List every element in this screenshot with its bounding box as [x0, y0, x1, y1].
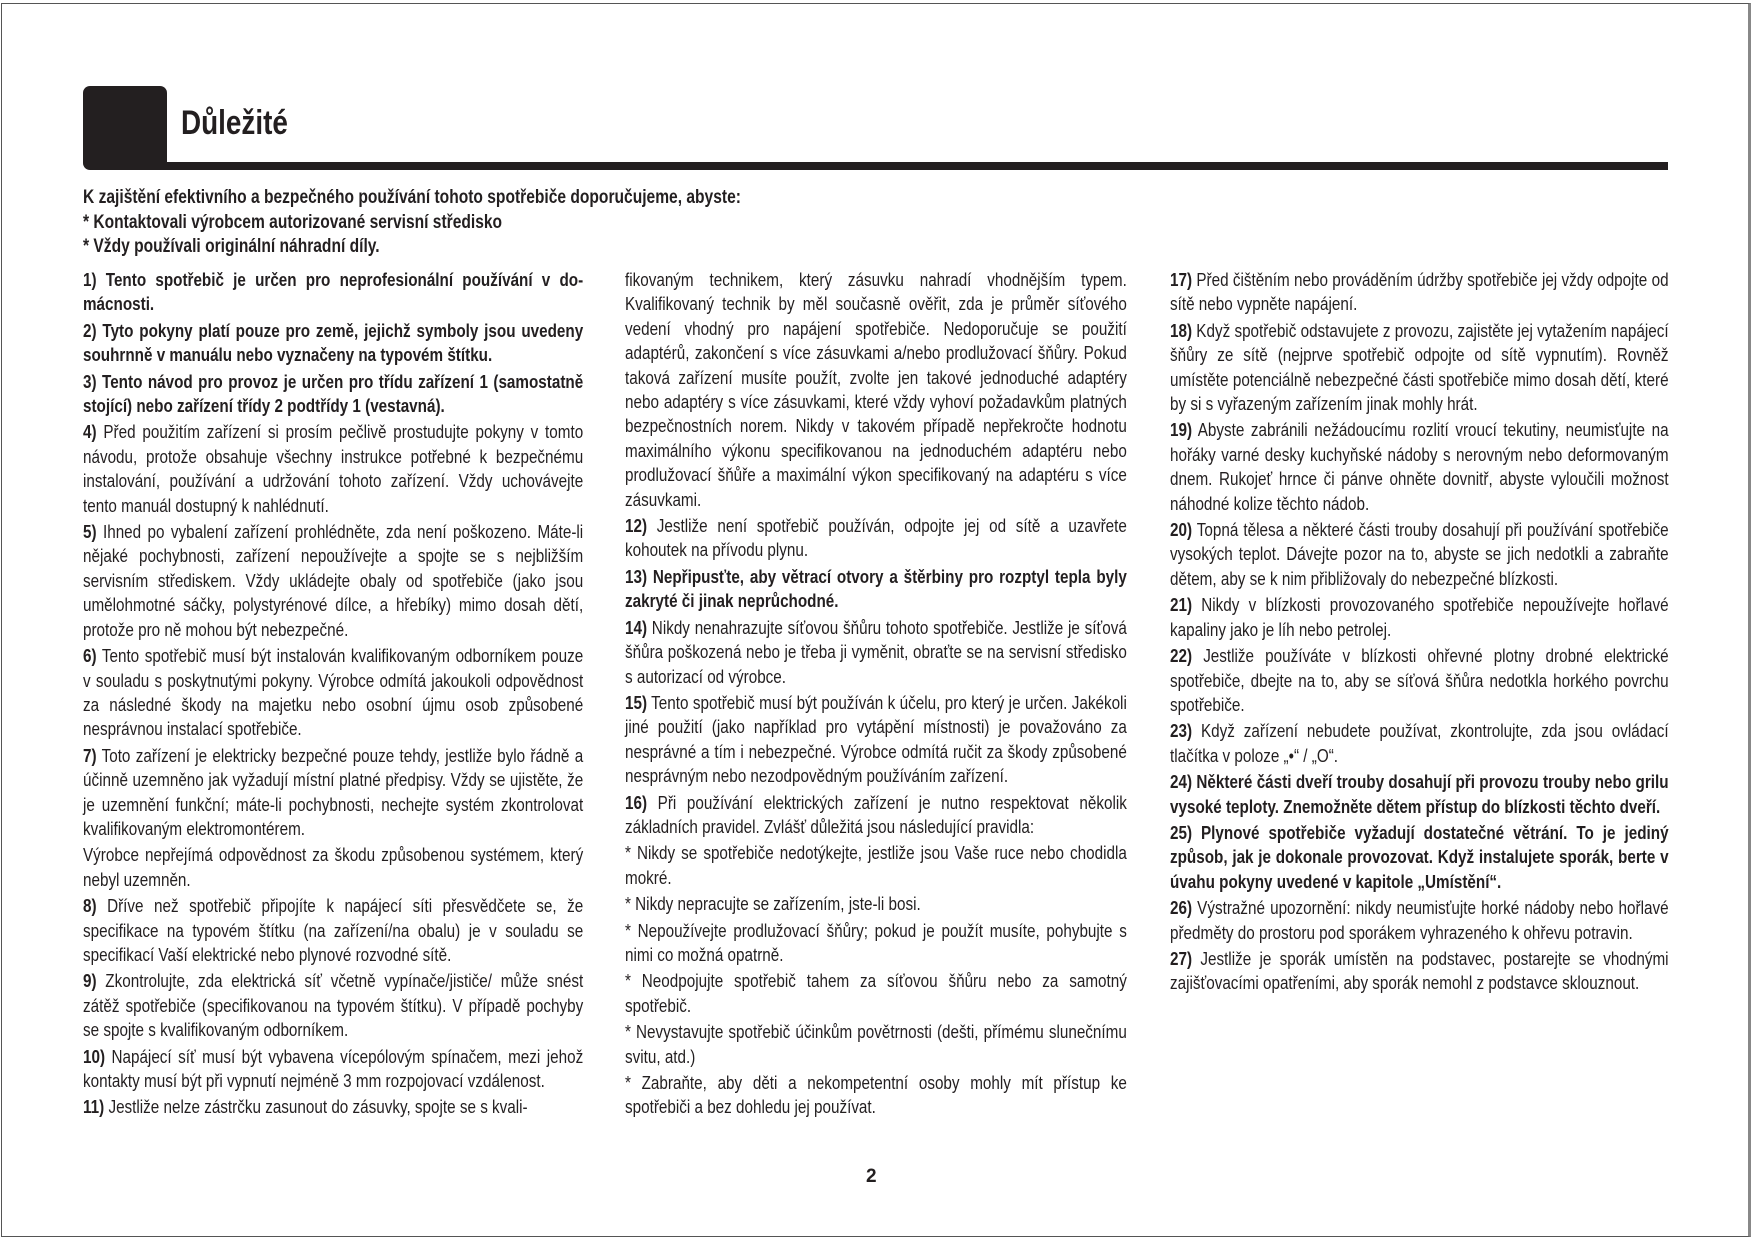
- item-number: 17): [1170, 269, 1193, 290]
- item-number: 11): [83, 1096, 105, 1118]
- item-text: Tento spotřebič musí být používán k účelu, pro který je určen. Jakékoli jiné použití (jako například pro vytápění místnosti) je považováno za nesprávné a tím i nebezpečné. Výrobce odmítá ručit za škody způsobené nesprávným nebo nezodpovědným používáním zařízení.: [625, 691, 1127, 787]
- intro-block: [83, 186, 741, 260]
- item-number: 2): [83, 319, 97, 341]
- instruction-paragraph: [625, 268, 1127, 512]
- instruction-paragraph: [1170, 418, 1669, 516]
- instruction-paragraph: [1170, 268, 1669, 317]
- instruction-paragraph: [83, 420, 583, 518]
- instruction-paragraph: [1170, 947, 1669, 996]
- section-marker-block: [83, 86, 167, 170]
- instruction-paragraph: [83, 1045, 583, 1094]
- item-text: Jestliže je sporák umístěn na podstavec, postarejte se vhodnými zajišťovacími opatřeními, aby sporák nemohl z podstavce sklouznout.: [1170, 947, 1669, 994]
- item-text: * Nikdy se spotřebiče nedotýkejte, jestliže jsou Vaše ruce nebo chodidla mokré.: [625, 842, 1127, 888]
- item-number: 12): [625, 515, 648, 537]
- intro-lead: K zajištění efektivního a bezpečného používání tohoto spotřebiče doporučujeme, abyste:: [83, 187, 741, 208]
- item-number: 19): [1170, 419, 1193, 441]
- instruction-paragraph: [625, 892, 1127, 916]
- instruction-paragraph: [625, 841, 1127, 890]
- header-rule: [140, 162, 1668, 170]
- instruction-paragraph: [625, 616, 1127, 689]
- item-text: Výstražné upozornění: nikdy neumisťujte horké nádoby nebo hořlavé předměty do prostoru pod sporákem vyhrazeného k ohřevu potravin.: [1170, 897, 1669, 943]
- item-number: 6): [83, 645, 97, 667]
- instruction-paragraph: [1170, 719, 1669, 768]
- instruction-paragraph: [1170, 896, 1669, 945]
- item-text: Když zařízení nebudete používat, zkontrolujte, zda jsou ovládací tlačítka v poloze „•“ / „O“.: [1170, 720, 1669, 766]
- instruction-paragraph: [1170, 518, 1669, 591]
- item-number: 18): [1170, 319, 1193, 341]
- item-text: Výrobce nepřejímá odpovědnost za škodu způsobenou systémem, který nebyl uzemněn.: [83, 844, 584, 890]
- instruction-paragraph: [625, 691, 1127, 789]
- item-number: 16): [625, 791, 648, 813]
- item-text: Nikdy nenahrazujte síťovou šňůru tohoto spotřebiče. Jestliže je síťová šňůra poškozená nebo je třeba ji vyměnit, obraťte se na servisní středisko s autorizací od výrobce.: [625, 616, 1127, 687]
- item-number: 24): [1170, 771, 1193, 793]
- item-number: 4): [83, 421, 97, 443]
- item-text: Toto zařízení je elektricky bezpečné pouze tehdy, jestliže bylo řádně a účinně uzemněno jak vyžadují místní platné předpisy. Vždy se ujistěte, že je uzemnění funkční; máte-li pochybnosti, nechejte systém zkontrolovat kvalifikovaným elektromontérem.: [83, 744, 584, 839]
- item-number: 20): [1170, 519, 1193, 541]
- column-right: [1170, 268, 1669, 998]
- instruction-paragraph: [83, 1095, 583, 1119]
- instruction-paragraph: [83, 520, 583, 642]
- item-text: Před použitím zařízení si prosím pečlivě prostudujte pokyny v tomto návodu, protože obsahuje všechny instrukce potřebné k bezpečnému instalování, používání a udržování tohoto zařízení. Vždy uchovávejte tento manuál dostupný k nahlédnutí.: [83, 421, 584, 516]
- item-text: Tento spotřebič musí být instalován kvalifikovaným odborníkem pouze v souladu s poskytnutými pokyny. Výrobce odmítá jakoukoli odpovědnost za následné škody na majetku nebo osobní újmu osob způsobené nesprávnou instalací spotřebiče.: [83, 645, 584, 740]
- item-number: 14): [625, 616, 648, 638]
- instruction-paragraph: [1170, 593, 1669, 642]
- item-text: Tento návod pro provoz je určen pro třídu zařízení 1 (samostatně stojící) nebo zařízení třídy 2 podtřídy 1 (vestavná).: [83, 370, 584, 417]
- instruction-paragraph: [83, 319, 583, 368]
- instruction-paragraph: [83, 894, 583, 967]
- item-text: Nepřipusťte, aby větrací otvory a štěrbiny pro rozptyl tepla byly zakryté či jinak neprůchodné.: [625, 565, 1127, 612]
- intro-bullet: * Kontaktovali výrobcem autorizované servisní středisko: [83, 211, 503, 233]
- instruction-paragraph: [83, 843, 583, 892]
- item-text: Dříve než spotřebič připojíte k napájecí síti přesvědčete se, že specifikace na typovém štítku (na zařízení/na obalu) je v souladu se specifikací Vaší elektrické nebo plynové rozvodné sítě.: [83, 895, 584, 965]
- item-text: Jestliže používáte v blízkosti ohřevné plotny drobné elektrické spotřebiče, dbejte na to, aby se síťová šňůra nedotkla horkého povrchu spotřebiče.: [1170, 645, 1669, 715]
- instruction-paragraph: [1170, 821, 1669, 894]
- item-text: Tento spotřebič je určen pro neprofesionální používání v domácnosti.: [83, 269, 584, 315]
- instruction-paragraph: [625, 919, 1127, 968]
- instruction-paragraph: [83, 268, 583, 317]
- item-text: Před čištěním nebo prováděním údržby spotřebiče jej vždy odpojte od sítě nebo vypněte napájení.: [1170, 269, 1669, 315]
- item-text: Zkontrolujte, zda elektrická síť včetně vypínače/jističe/ může snést zátěž spotřebiče (specifikovanou na typovém štítku). V případě pochyby se spojte s kvalifikovaným odborníkem.: [83, 970, 584, 1041]
- item-number: 22): [1170, 645, 1193, 667]
- instruction-paragraph: [625, 969, 1127, 1018]
- item-text: Nikdy v blízkosti provozovaného spotřebiče nepoužívejte hořlavé kapaliny jako je líh nebo petrolej.: [1170, 594, 1669, 640]
- instruction-paragraph: [83, 370, 583, 419]
- item-text: Tyto pokyny platí pouze pro země, jejichž symboly jsou uvedeny souhrnně v manuálu nebo vyznačeny na typovém štítku.: [83, 319, 584, 366]
- instruction-paragraph: [1170, 770, 1669, 819]
- item-text: * Neodpojujte spotřebič tahem za síťovou šňůru nebo za samotný spotřebič.: [625, 970, 1127, 1016]
- item-text: Ihned po vybalení zařízení prohlédněte, zda není poškozeno. Máte-li nějaké pochybnosti, zařízení nepoužívejte a spojte se s nejbližším servisním střediskem. Vždy ukládejte obaly od spotřebiče (jako jsou umělohmotné sáčky, polystyrénové dílce, a hřebíky) mimo dosah dětí, protože pro ně mohou být nebezpečné.: [83, 521, 584, 640]
- item-number: 15): [625, 691, 648, 713]
- item-text: Když spotřebič odstavujete z provozu, zajistěte jej vytažením napájecí šňůry ze sítě (nejprve spotřebič odpojte od sítě vypnutím). Rovněž umístěte potenciálně nebezpečné části spotřebiče mimo dosah dětí, které by si s vyřazeným zařízením jinak mohly hrát.: [1170, 319, 1669, 415]
- column-left: [83, 268, 583, 1122]
- page-number: 2: [866, 1166, 877, 1187]
- item-text: * Zabraňte, aby děti a nekompetentní osoby mohly mít přístup ke spotřebiči a bez dohledu jej používat.: [625, 1072, 1127, 1118]
- item-text: Napájecí síť musí být vybavena vícepólovým spínačem, mezi jehož kontakty musí být při vypnutí nejméně 3 mm rozpojovací vzdálenost.: [83, 1045, 584, 1091]
- page-title: Důležité: [181, 104, 288, 142]
- item-text: Plynové spotřebiče vyžadují dostatečné větrání. To je jediný způsob, jak je dokonale provozovat. Když instalujete sporák, berte v úvahu pokyny uvedené v kapitole „Umístění“.: [1170, 821, 1669, 892]
- item-number: 10): [83, 1045, 106, 1067]
- instruction-paragraph: [83, 969, 583, 1042]
- item-number: 26): [1170, 897, 1193, 919]
- item-text: Některé části dveří trouby dosahují při provozu trouby nebo grilu vysoké teploty. Znemožněte dětem přístup do blízkosti těchto dveří.: [1170, 771, 1669, 817]
- item-text: Jestliže není spotřebič používán, odpojte jej od sítě a uzavřete kohoutek na přívodu plynu.: [625, 515, 1127, 561]
- item-text: * Nikdy nepracujte se zařízením, jste-li bosi.: [625, 893, 921, 915]
- item-number: 25): [1170, 821, 1193, 843]
- item-text: Jestliže nelze zástrčku zasunout do zásuvky, spojte se s kvali-: [104, 1096, 528, 1118]
- item-number: 7): [83, 744, 97, 766]
- item-number: 5): [83, 521, 97, 543]
- item-number: 21): [1170, 594, 1193, 616]
- instruction-paragraph: [1170, 319, 1669, 417]
- instruction-paragraph: [1170, 644, 1669, 717]
- item-text: Při používání elektrických zařízení je nutno respektovat několik základních pravidel. Zvlášť důležitá jsou následující pravidla:: [625, 791, 1127, 837]
- intro-bullet: * Vždy používali originální náhradní díly.: [83, 236, 380, 257]
- instruction-paragraph: [625, 1020, 1127, 1069]
- instruction-paragraph: [83, 644, 583, 742]
- item-number: 1): [83, 269, 97, 290]
- item-number: 13): [625, 565, 648, 587]
- item-text: fikovaným technikem, který zásuvku nahradí vhodnějším typem. Kvalifikovaný technik by měl současně ověřit, zda je průměr síťového vedení vhodný pro napájení spotřebiče. Nedoporučuje se použití adaptérů, zakončení s více zásuvkami a/nebo prodlužovací šňůry. Pokud taková zařízení musíte použít, zvolte jen takové jednoduché adaptéry nebo adaptéry s více zásuvkami, které vždy vyhoví požadavkům platných bezpečnostních norem. Nikdy v takovém případě nepřekročte hodnotu maximálního výkonu specifikovanou na jednoduchém adaptéru nebo prodlužovací šňůře a maximální výkon specifikovaný na adaptéru s více zásuvkami.: [625, 269, 1127, 510]
- item-text: * Nevystavujte spotřebič účinkům povětrnosti (dešti, přímému slunečnímu svitu, atd.): [625, 1021, 1127, 1067]
- item-text: Topná tělesa a některé části trouby dosahují při používání spotřebiče vysokých teplot. Dávejte pozor na to, abyste se jich nedotkli a zabraňte dětem, aby se k nim přibližovaly do nebezpečné blízkosti.: [1170, 519, 1669, 589]
- item-number: 23): [1170, 720, 1193, 742]
- column-middle: [625, 268, 1127, 1122]
- instruction-paragraph: [83, 744, 583, 842]
- instruction-paragraph: [625, 1071, 1127, 1120]
- instruction-paragraph: [625, 791, 1127, 840]
- item-text: * Nepoužívejte prodlužovací šňůry; pokud je použít musíte, pohybujte s nimi co možná opatrně.: [625, 919, 1127, 965]
- item-number: 27): [1170, 947, 1193, 969]
- item-number: 8): [83, 895, 97, 917]
- instruction-paragraph: [625, 514, 1127, 563]
- item-number: 9): [83, 970, 97, 992]
- item-number: 3): [83, 370, 97, 392]
- instruction-paragraph: [625, 565, 1127, 614]
- item-text: Abyste zabránili nežádoucímu rozlití vroucí tekutiny, neumisťujte na hořáky varné desky kuchyňské nádoby s nerovným nebo deformovaným dnem. Rukojeť hrnce či pánve ohněte dovnitř, abyste vyloučili možnost náhodné kolize těchto nádob.: [1170, 419, 1669, 514]
